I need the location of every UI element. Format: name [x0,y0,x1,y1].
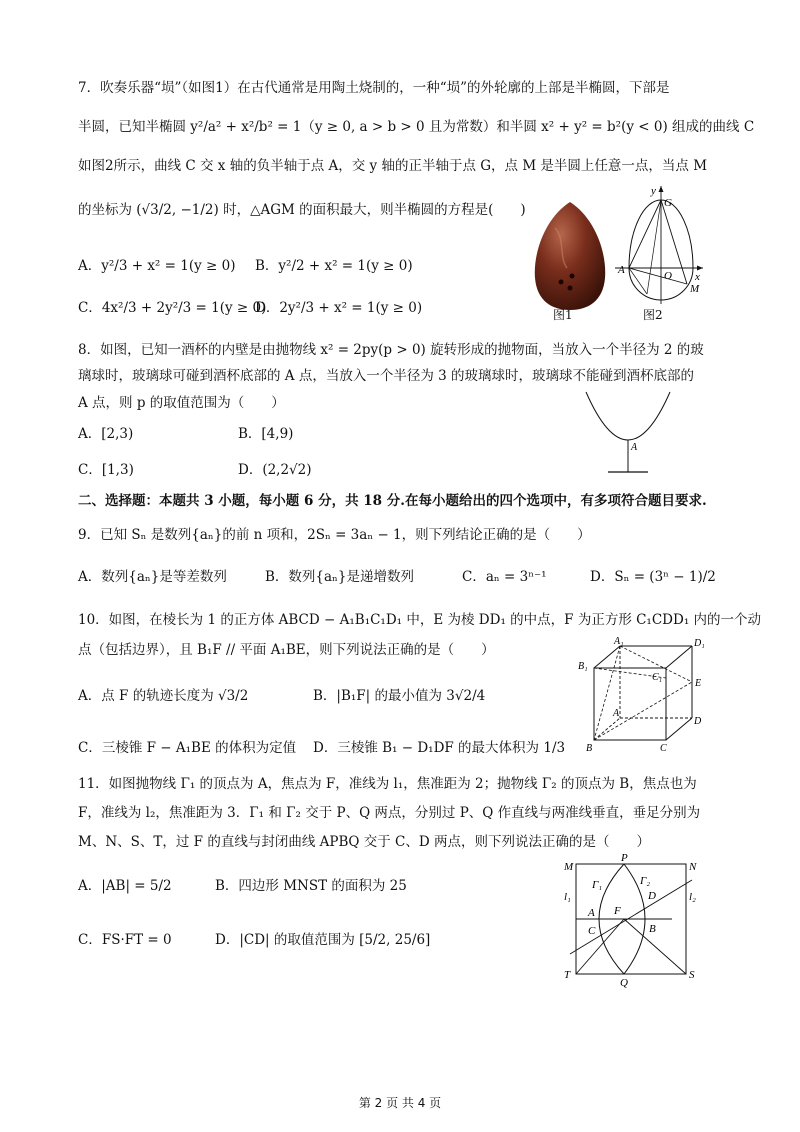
q9-option-d: D．Sₙ = (3ⁿ − 1)/2 [590,569,716,585]
cube-figure [566,634,716,756]
q8-option-b: B．[4,9) [238,426,294,442]
q7-line-3: 如图2所示，曲线 C 交 x 轴的负半轴于点 A，交 y 轴的正半轴于点 G，点 M 是半圆上任意一点，当点 M [78,158,708,174]
q11-line-2: F，准线为 l₂，焦准距为 3．Γ₁ 和 Γ₂ 交于 P、Q 两点，分别过 P、Q 作直线与两准线垂直，垂足分别为 [78,805,701,821]
parabola-bowl [586,392,670,440]
q7-line-4: 的坐标为 (√3/2, −1/2) 时，△AGM 的面积最大，则半椭圆的方程是( ) [78,202,526,218]
q11-line-3: M、N、S、T，过 F 的直线与封闭曲线 APBQ 交于 C、D 两点，则下列说法正确的是（ ） [78,834,650,850]
q10-option-b: B．|B₁F| 的最小值为 3√2/4 [313,688,486,704]
label-n: N [689,861,697,873]
q7-option-c: C．4x²/3 + 2y²/3 = 1(y ≥ 0) [78,300,267,316]
q7-line-2: 半圆，已知半椭圆 y²/a² + x²/b² = 1（y ≥ 0, a > b > 0 且为常数）和半圆 x² + y² = b²(y < 0) 组成的曲线 C [78,119,755,135]
label-t: T [564,969,571,981]
label-d: D [694,716,702,727]
q11-option-d: D．|CD| 的取值范围为 [5/2, 25/6] [215,932,431,948]
label-c1: C₁ [652,672,663,683]
q9-option-b: B．数列{aₙ}是递增数列 [265,569,414,585]
label-y: y [651,185,656,197]
q10-option-c: C．三棱锥 F − A₁BE 的体积为定值 [78,740,297,756]
label-a: A [618,264,625,276]
label-m: M [564,861,574,873]
curve-c-figure [607,182,707,312]
q9-option-c: C．aₙ = 3ⁿ⁻¹ [462,569,547,585]
label-s: S [689,969,695,981]
label-a: A [588,907,595,919]
parabolas-figure [556,852,706,990]
label-gamma-2: Γ₂ [640,875,651,887]
xun-hole-1 [559,280,564,285]
q10-option-d: D．三棱锥 B₁ − D₁DF 的最大体积为 1/3 [313,740,566,756]
label-g: G [664,197,672,209]
fig2-caption: 图2 [643,308,663,322]
fig1-caption: 图1 [553,308,573,322]
label-b1: B₁ [578,661,588,672]
label-x: x [695,271,700,283]
label-a: A [631,442,638,453]
label-q: Q [620,977,628,989]
q8-option-d: D．(2,2√2) [238,462,312,478]
label-o: O [664,270,672,282]
xun-body [535,202,605,310]
q11-line-1: 11．如图抛物线 Γ₁ 的顶点为 A，焦点为 F，准线为 l₁，焦准距为 2；抛物线 Γ₂ 的顶点为 B，焦点也为 [78,776,697,792]
label-a1: A₁ [614,636,624,647]
q7-option-b: B．y²/2 + x² = 1(y ≥ 0) [255,258,413,274]
q11-option-b: B．四边形 MNST 的面积为 25 [215,878,407,894]
q10-line-1: 10．如图，在棱长为 1 的正方体 ABCD − A₁B₁C₁D₁ 中，E 为棱 DD₁ 的中点，F 为正方形 C₁CDD₁ 内的一个动 [78,612,762,628]
label-b: B [586,743,593,754]
q8-line-2: 璃球时，玻璃球可碰到酒杯底部的 A 点，当放入一个半径为 3 的玻璃球时，玻璃球不能碰到酒杯底部的 [78,368,695,384]
label-p: P [621,852,628,864]
xun-hole-3 [568,286,573,291]
q7-option-d: D．2y²/3 + x² = 1(y ≥ 0) [255,300,423,316]
q7-line-1: 7．吹奏乐器“埙”（如图1）在古代通常是用陶土烧制的，一种“埙”的外轮廓的上部是半椭圆，下部是 [78,80,670,96]
q11-option-c: C．FS·FT = 0 [78,932,172,948]
q9-line: 9．已知 Sₙ 是数列{aₙ}的前 n 项和，2Sₙ = 3aₙ − 1，则下列结论正确的是（ ） [78,527,591,543]
q10-line-2: 点（包括边界），且 B₁F // 平面 A₁BE，则下列说法正确的是（ ） [78,642,495,658]
label-e: E [695,678,702,689]
label-l2: l₂ [689,891,696,903]
q8-option-c: C．[1,3) [78,462,134,478]
q8-line-3: A 点，则 p 的取值范围为（ ） [78,395,285,411]
label-b: B [649,923,656,935]
q8-option-a: A．[2,3) [78,426,134,442]
q8-line-1: 8．如图，已知一酒杯的内壁是由抛物线 x² = 2py(p > 0) 旋转形成的抛物面，当放入一个半径为 2 的玻 [78,342,704,358]
xun-hole-2 [570,274,575,279]
label-f: F [614,905,621,917]
q11-option-a: A．|AB| = 5/2 [78,878,172,894]
label-c: C [588,925,596,937]
page-footer: 第 2 页 共 4 页 [358,1096,442,1110]
label-l1: l₁ [564,891,571,903]
label-d: D [648,890,656,902]
goblet-figure [578,388,678,480]
q9-option-a: A．数列{aₙ}是等差数列 [78,569,227,585]
q7-option-a: A．y²/3 + x² = 1(y ≥ 0) [78,258,236,274]
label-gamma-1: Γ₁ [592,879,603,891]
label-d1: D₁ [694,638,705,649]
label-a: A [613,708,620,719]
q10-option-a: A．点 F 的轨迹长度为 √3/2 [78,688,249,704]
section-2-heading: 二、选择题：本题共 3 小题，每小题 6 分，共 18 分.在每小题给出的四个选项中，有多项符合题目要求. [78,493,707,509]
label-m: M [690,283,700,295]
label-c: C [660,743,667,754]
